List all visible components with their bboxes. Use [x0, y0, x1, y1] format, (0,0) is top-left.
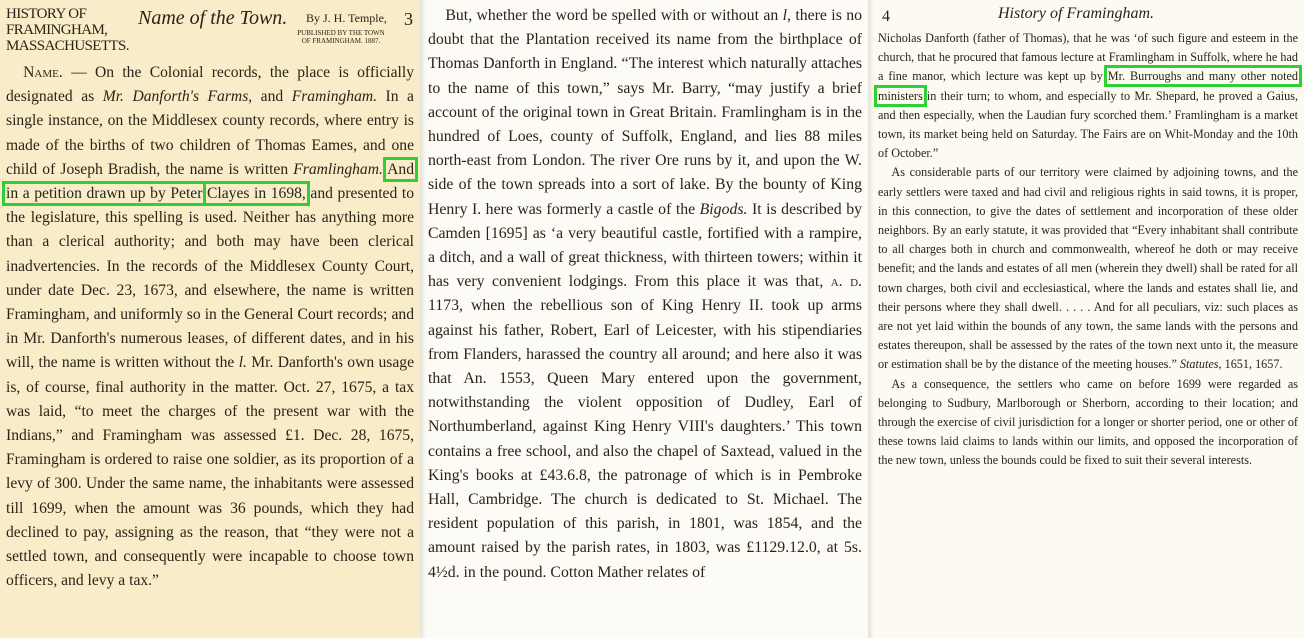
italic-run: Bigods. — [699, 200, 748, 218]
territory-paragraph — [878, 163, 1298, 374]
page-seam — [868, 0, 874, 638]
text-run: — On the Colonial records, the place is officially designated as — [6, 64, 414, 106]
italic-run: l — [782, 7, 788, 24]
page-seam — [420, 0, 426, 638]
name-paragraph — [6, 61, 414, 593]
highlight-box-burroughs: Mr. Burroughs and many other noted ministers — [878, 69, 1298, 103]
framlingham-paragraph — [428, 4, 862, 585]
running-title: History of Framingham. — [998, 5, 1154, 22]
small-caps-run: a. d. — [830, 273, 862, 291]
italic-run: Framingham. — [291, 88, 378, 106]
book-title: HISTORY OF FRAMINGHAM, MASSACHUSETTS. — [6, 6, 129, 54]
page-number: 4 — [882, 8, 890, 25]
text-run: 1651, 1657. — [1221, 357, 1283, 372]
italic-run: Framlingham. — [293, 160, 383, 178]
italic-run: l. — [238, 354, 247, 372]
italic-run: Mr. Danforth's Farms — [102, 88, 249, 106]
page-header — [6, 3, 414, 61]
text-run: As considerable parts of our territory were claimed by adjoining towns, and the early settlers were taxed and had civil and religious rights in said towns, it is proper, in this connection, to give the dates of settlement and incorporation of these older neighbors. By an early statute, it was provided that “Every inhabitant shall contribute to all charges both in church and commonwealth, whereof he doth or may receive benefit; and the lands and estates of all men (wherein they dwell) shall be rated for all town charges, both civil and ecclesiastical, where the lands and estates shall lie, and their persons where they shall dwell. . . . . And for all peculiars, viz: such places as are not yet laid within the bounds of any town, the same lands with the persons and estates thereupon, shall be assessed by the rates of the town next unto it, the measure or estimation shall be by the distance of the meeting houses.” — [878, 165, 1298, 372]
text-run: In a single instance, on the Middlesex county records, where entry is made of the births of two children of Thomas Eames, and one child of Joseph Bradish, the name is written — [6, 88, 414, 178]
author-line: By J. H. Temple, — [306, 11, 387, 25]
text-run: It is described by Camden [1695] as ‘a very beautiful castle, fortified with a rampire, a ditch, and a wall of great thickness, with thirteen towers; within it has very convenient lodgings. From this place it was that, — [428, 200, 862, 291]
publisher-line: PUBLISHED BY THE TOWN OF FRAMINGHAM. 1887. — [297, 29, 385, 45]
text-run: 1173, when the rebellious son of King Henry II. took up arms against his father, Robert, Earl of Leicester, with his stipendiaries from Flanders, harassed the country all around; and here also it was that An. 1553, Queen Mary entered upon the government, notwithstanding the violent opposition of Dudley, Earl of Northumberland, against King Henry VIII's daughters.’ This town contains a free school, and also the chapel of Saxtead, valued in the King's books at £43.6.8, the patronage of which is in Pembroke Hall, Cambridge. The church is dedicated to St. Michael. The resident population of this parish, in 1801, was 1854, and the amount raised by the parish rates, in 1803, was £1129.12.0, at 5s. 4½d. in the pound. Cotton Mather relates of — [428, 297, 862, 581]
danforth-paragraph — [878, 29, 1298, 163]
text-run: , there is no doubt that the Plantation received its name from the birthplace of Thomas Danforth in England. “The interest which naturally attaches to the name of this town,” says Mr. Barry, “may justify a brief account of the original town in Great Britain. Framlingham is in the hundred of Loes, county of Suffolk, England, and lies 88 miles north-east from London. The river Ore runs by it, and upon the W. side of the town spreads into a sort of lake. By the bounty of King Henry I. here was formerly a castle of the — [428, 7, 863, 218]
page-header — [878, 5, 1298, 29]
text-run: But, whether the word be spelled with or without an — [445, 7, 783, 24]
text-run: and presented to the legislature, this spelling is used. Neither has anything more than a clerical authority; and both may have been clerical inadvertencies. In the records of the Middlesex County Court, under date Dec. 23, 1673, and elsewhere, the name is written Framingham, and uniformly so in the General Court records; and in Mr. Danforth's numerous leases, of different dates, and in his will, the name is written without the — [6, 185, 414, 372]
text-run: , and — [248, 88, 292, 106]
page-number: 3 — [404, 9, 413, 29]
consequence-paragraph: As a consequence, the settlers who came on before 1699 were regarded as belonging to Sudbury, Marlborough or Sherborn, according to their location; and through the exercise of civil jurisdiction for a longer or shorter period, one or other of these towns laid claims to lands within our limits, and opposed the incorporation of the new town, unless the bounds could be fixed to suit their several interests. — [878, 376, 1298, 468]
text-run: in their turn; to whom, and especially to Mr. Shepard, he proved a Gaius, and then especially, when the Laudian fury scorched them.’ Framlingham is a market town, its market being held on Saturday. The Fairs are on Whit-Monday and the 10th of October.” — [878, 88, 1298, 161]
highlight-box-clayes: Clayes in 1698, — [207, 185, 306, 203]
paragraph-heading: Name. — [23, 64, 63, 81]
section-title: Name of the Town. — [138, 7, 288, 29]
text-run: Mr. Danforth's own usage is, of course, final authority in the matter. Oct. 27, 1675, a tax was laid, “to meet the charges of the present war with the Indians,” and Framingham was assessed £1. Dec. 28, 1675, Framingham is ordered to raise one soldier, as its proportion of a levy of 300. Under the same name, the inhabitants were assessed till 1699, when the amount was 36 pounds, which they had declined to pay, assigning as the reason, that “they were not a settled town, and consequently were incapable to choose town officers, and levy a tax.” — [6, 354, 414, 590]
page-3-continued-scan — [420, 0, 868, 638]
page-3-scan — [0, 0, 420, 638]
page-4-scan — [868, 0, 1304, 638]
text-run: Nicholas Danforth (father of Thomas), that he was ‘of such figure and esteem in the church, that he procured that famous lecture at Framlingham in Suffolk, where he had a fine manor, which lecture was kept up by — [878, 31, 1298, 84]
italic-run: Statutes, — [1179, 357, 1222, 372]
highlight-box-petition: And in a petition drawn up by Peter — [6, 160, 414, 203]
